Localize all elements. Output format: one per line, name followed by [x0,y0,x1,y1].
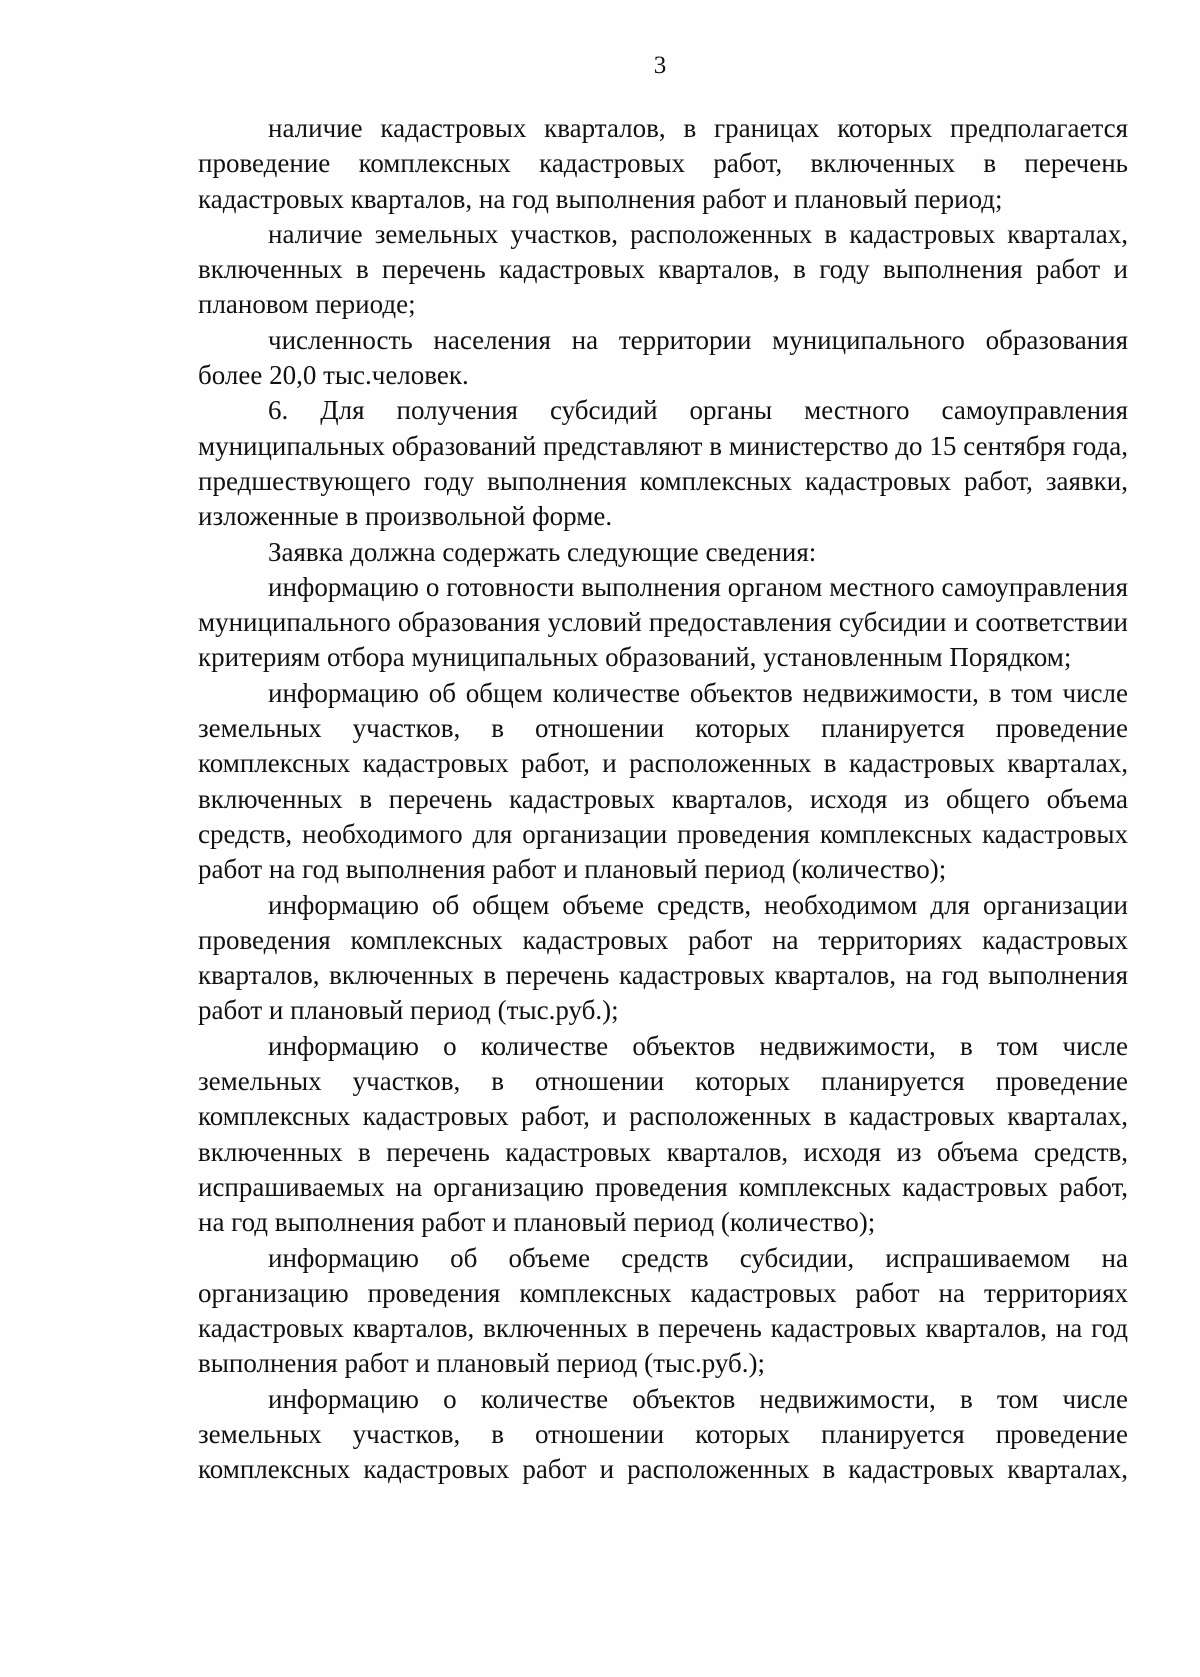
page-number: 3 [653,52,667,79]
paragraph-cadastral-quarters-criterion: наличие кадастровых кварталов, в границах которых предполагается проведение комплексных кадастровых работ, включенных в перечень кадастровых кварталов, на год выполнения работ и плановый период; [198,113,1128,214]
paragraph-subsidy-funds-amount: информацию об объеме средств субсидии, испрашиваемом на организацию проведения комплексных кадастровых работ на территориях кадастровых кварталов, включенных в перечень кадастровых кварталов, на год выполнения работ и плановый период (тыс.руб.); [198,1242,1128,1379]
paragraph-readiness-information: информацию о готовности выполнения органом местного самоуправления муниципального образования условий предоставления субсидии и соответствии критериям отбора муниципальных образований, установленным Порядком; [198,571,1128,673]
paragraph-item-6-application-deadline: 6. Для получения субсидий органы местного самоуправления муниципальных образований представляют в министерство до 15 сентября года, предшествующего году выполнения комплексных кадастровых работ, заявки, изложенные в произвольной форме. [198,395,1128,532]
paragraph-application-contents-intro: Заявка должна содержать следующие сведения: [268,536,817,567]
paragraph-population-criterion: численность населения на территории муниципального образования более 20,0 тыс.человек. [198,324,1128,391]
paragraph-total-funds-amount: информацию об общем объеме средств, необходимом для организации проведения комплексных кадастровых работ на территориях кадастровых кварталов, включенных в перечень кадастровых кварталов, на год выполнения работ и плановый период (тыс.руб.); [198,889,1128,1026]
paragraph-objects-count-continued: информацию о количестве объектов недвижимости, в том числе земельных участков, в отношении которых планируется проведение комплексных кадастровых работ и расположенных в кадастровых кварталах, [198,1383,1128,1485]
paragraph-land-plots-criterion: наличие земельных участков, расположенных в кадастровых кварталах, включенных в перечень кадастровых кварталов, в году выполнения работ и плановом периоде; [198,218,1128,320]
document-body [198,111,1128,1488]
paragraph-requested-objects-count: информацию о количестве объектов недвижимости, в том числе земельных участков, в отношении которых планируется проведение комплексных кадастровых работ, и расположенных в кадастровых кварталах, включенных в перечень кадастровых кварталов, исходя из объема средств, испрашиваемых на организацию проведения комплексных кадастровых работ, на год выполнения работ и плановый период (количество); [198,1030,1128,1238]
paragraph-total-objects-count: информацию об общем количестве объектов недвижимости, в том числе земельных участков, в отношении которых планируется проведение комплексных кадастровых работ, и расположенных в кадастровых кварталах, включенных в перечень кадастровых кварталов, исходя из общего объема средств, необходимого для организации проведения комплексных кадастровых работ на год выполнения работ и плановый период (количество); [198,677,1128,885]
